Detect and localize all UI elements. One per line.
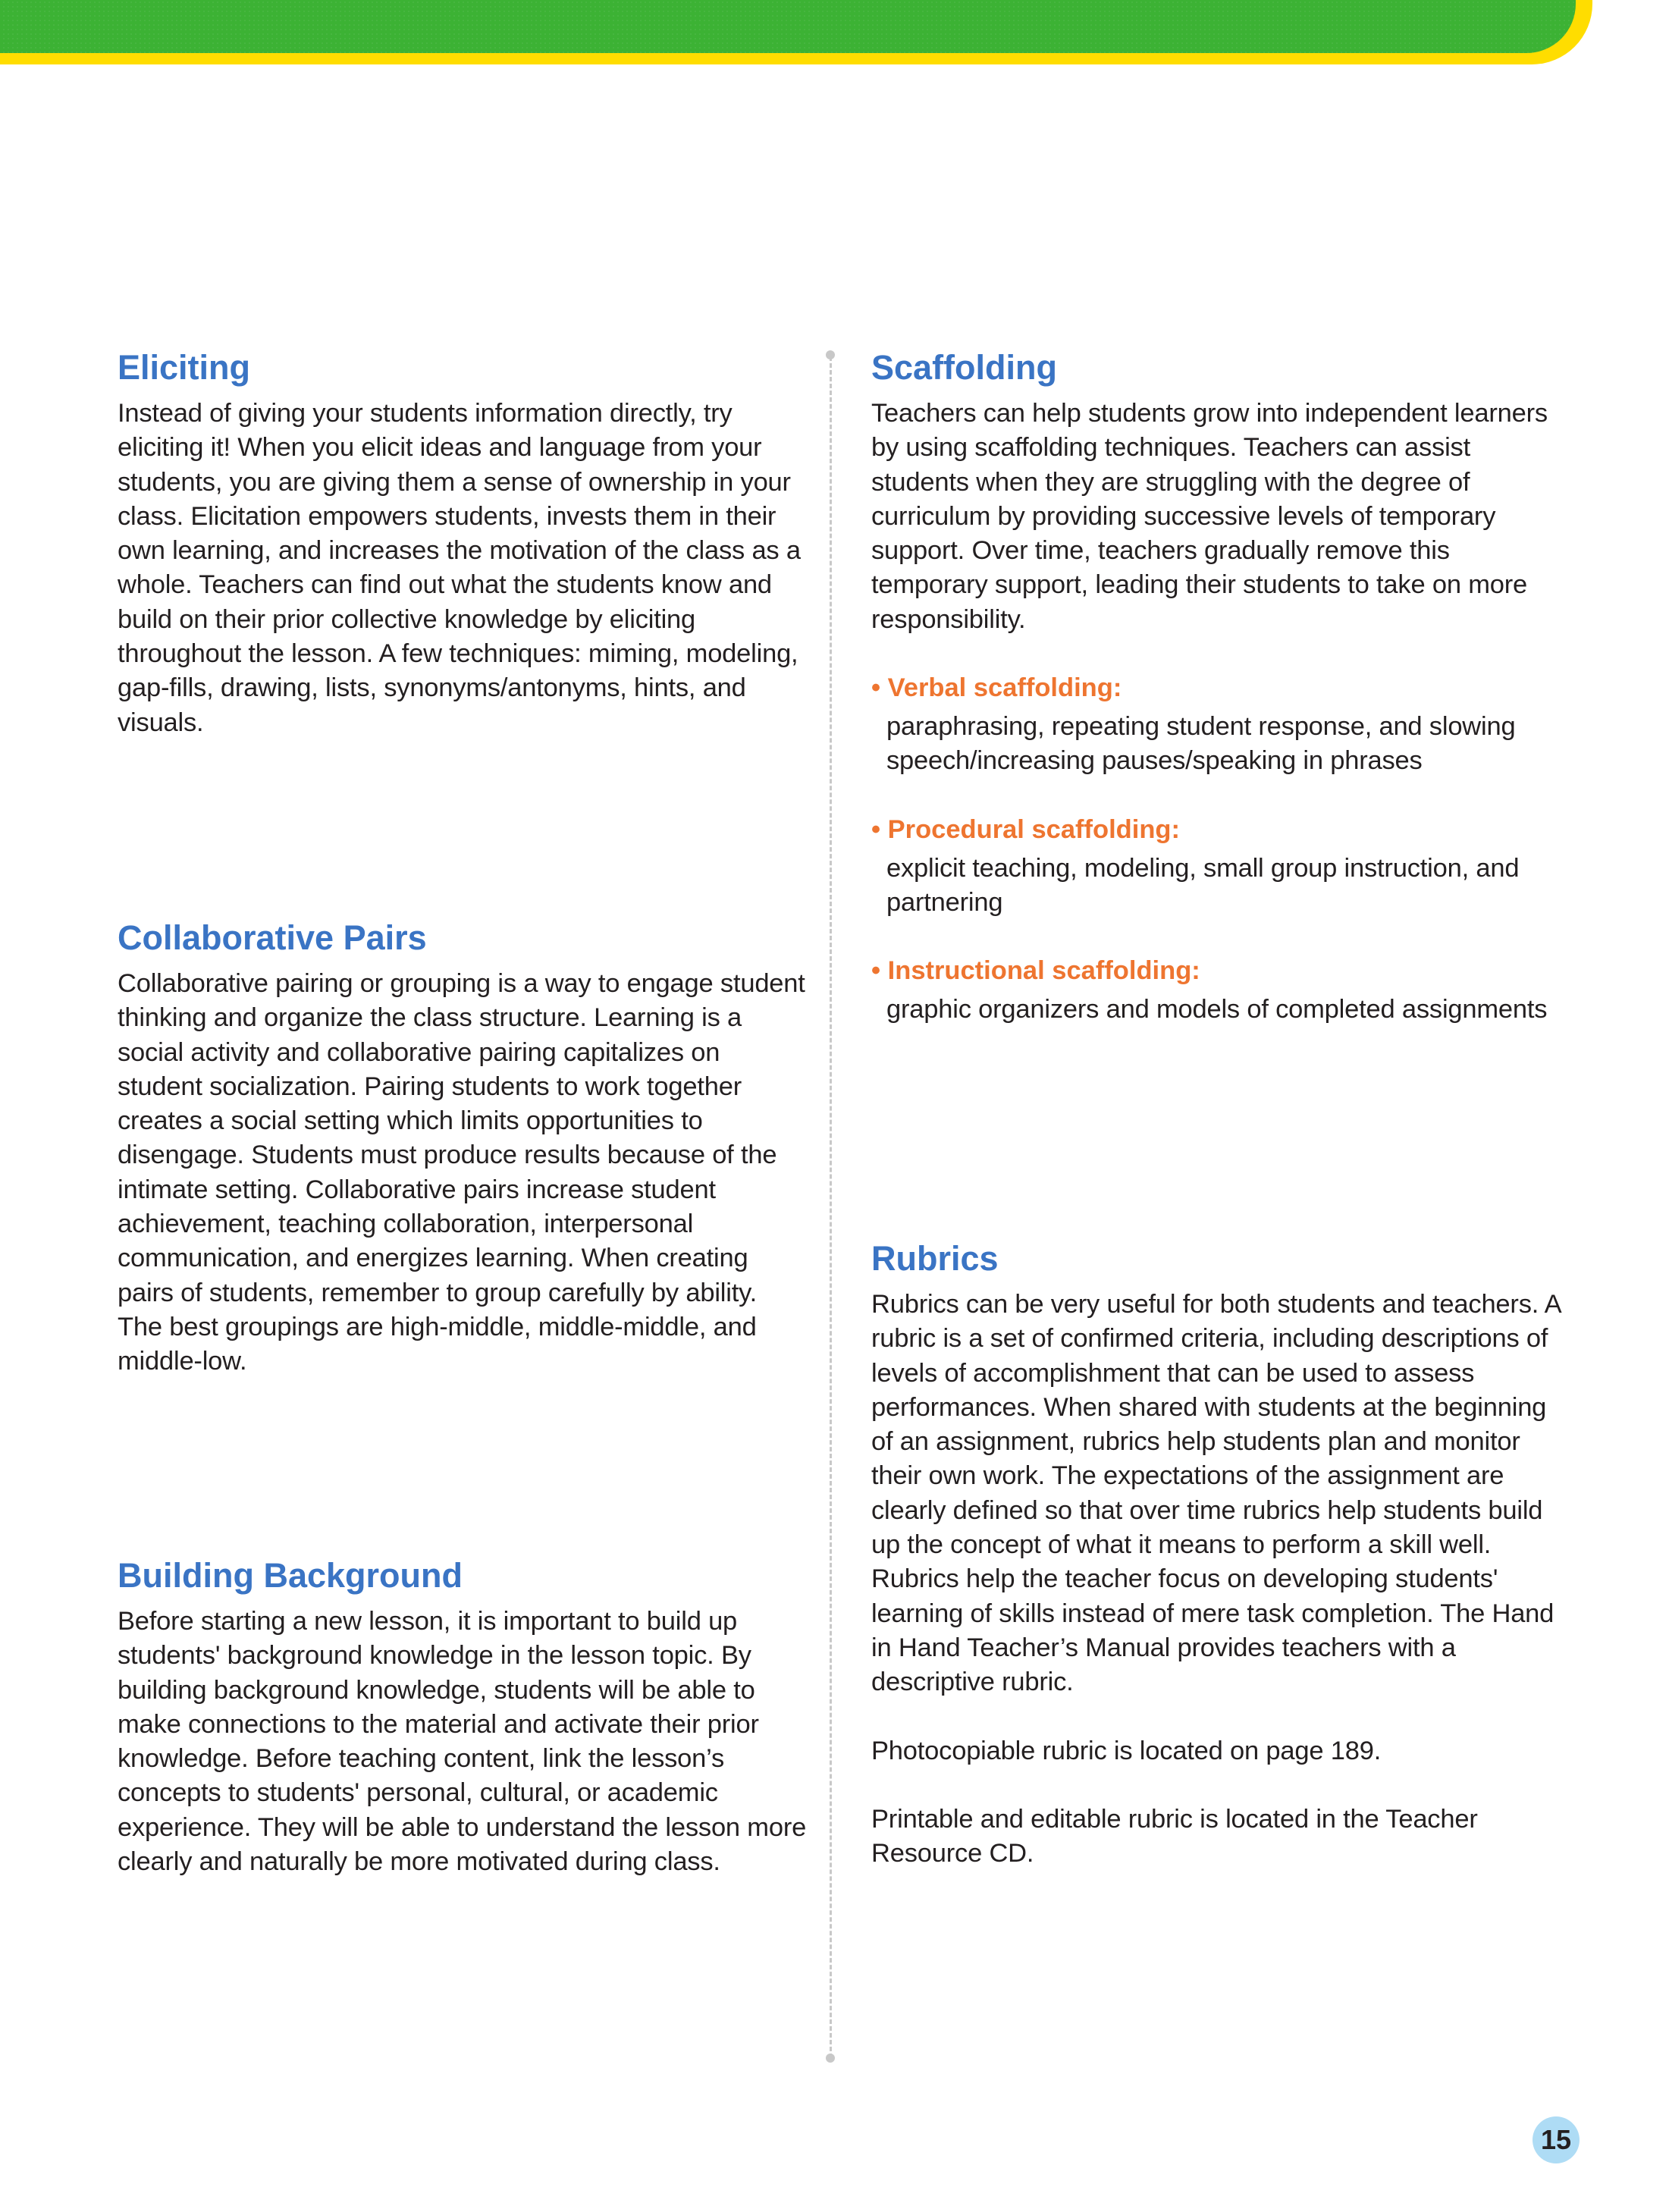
heading-collaborative-pairs: Collaborative Pairs [118, 918, 427, 957]
top-banner [0, 0, 1576, 53]
body-eliciting: Instead of giving your students information directly, try eliciting it! When you elicit ideas and language from your students, you are giving them a sense of ownership in your class. Elicitation empowers students, invests them in their own learning, and increases the motivation of the class as a whole. Teachers can find out what the students know and build on their prior collective knowledge by eliciting throughout the lesson. A few techniques: miming, modeling, gap-fills, drawing, lists, synonyms/antonyms, hints, and visuals. [118, 399, 801, 737]
heading-scaffolding: Scaffolding [871, 348, 1057, 387]
bullet-label: • Procedural scaffolding: [871, 814, 1180, 844]
bullet-verbal [871, 671, 1565, 779]
section-collaborative-pairs [118, 917, 808, 1379]
body-collaborative-pairs: Collaborative pairing or grouping is a way to engage student thinking and organize the class structure. Learning is a social activity and collaborative pairing capitalizes on student socialization. Pairing students to work together creates a social setting which limits opportunities to disengage. Students must produce results because of the intimate setting. Collaborative pairs increase student achievement, teaching collaboration, interpersonal communication, and energizes learning. When creating pairs of students, remember to group carefully by ability. The best groupings are high-middle, middle-middle, and middle-low. [118, 969, 805, 1376]
bullet-text: graphic organizers and models of completed assignments [886, 995, 1548, 1024]
page-number: 15 [1533, 2116, 1580, 2163]
heading-building-background: Building Background [118, 1556, 463, 1595]
body-scaffolding: Teachers can help students grow into independent learners by using scaffolding techniques. Teachers can assist students when they are struggling with the degree of curriculum by providing successive levels of temporary support. Over time, teachers gradually remove this temporary support, leading their students to take on more responsibility. [871, 399, 1548, 634]
bullet-label: • Instructional scaffolding: [871, 956, 1200, 986]
bullet-procedural [871, 813, 1565, 921]
section-building-background [118, 1555, 808, 1879]
section-eliciting [118, 347, 808, 740]
bullet-label: • Verbal scaffolding: [871, 673, 1122, 703]
column-divider [830, 356, 832, 2058]
bullet-text: explicit teaching, modeling, small group instruction, and partnering [886, 853, 1520, 917]
divider-dot-bottom [826, 2054, 835, 2063]
heading-eliciting: Eliciting [118, 348, 251, 387]
section-scaffolding [871, 347, 1565, 1028]
bullet-instructional [871, 954, 1565, 1027]
rubric-note-printable: Printable and editable rubric is located in the Teacher Resource CD. [871, 1804, 1478, 1868]
heading-rubrics: Rubrics [871, 1239, 999, 1278]
body-rubrics: Rubrics can be very useful for both students and teachers. A rubric is a set of confirmed criteria, including descriptions of levels of accomplishment that can be used to assess performances. When shared with students at the beginning of an assignment, rubrics help students plan and monitor their own work. The expectations of the assignment are clearly defined so that over time rubrics help students build up the concept of what it means to perform a skill well. Rubrics help the teacher focus on developing students' learning of skills instead of mere task completion. The Hand in Hand Teacher’s Manual provides teachers with a descriptive rubric. [871, 1290, 1561, 1697]
body-building-background: Before starting a new lesson, it is important to build up students' background knowledge in the lesson topic. By building background knowledge, students will be able to make connections to the material and activate their prior knowledge. Before teaching content, link the lesson’s concepts to students' personal, cultural, or academic experience. They will be able to understand the lesson more clearly and naturally be more motivated during class. [118, 1607, 807, 1877]
rubric-note-photocopiable: Photocopiable rubric is located on page 189. [871, 1736, 1382, 1765]
section-rubrics [871, 1238, 1565, 1871]
bullet-text: paraphrasing, repeating student response, and slowing speech/increasing pauses/speaking in phrases [886, 712, 1516, 776]
divider-dot-top [826, 350, 835, 359]
